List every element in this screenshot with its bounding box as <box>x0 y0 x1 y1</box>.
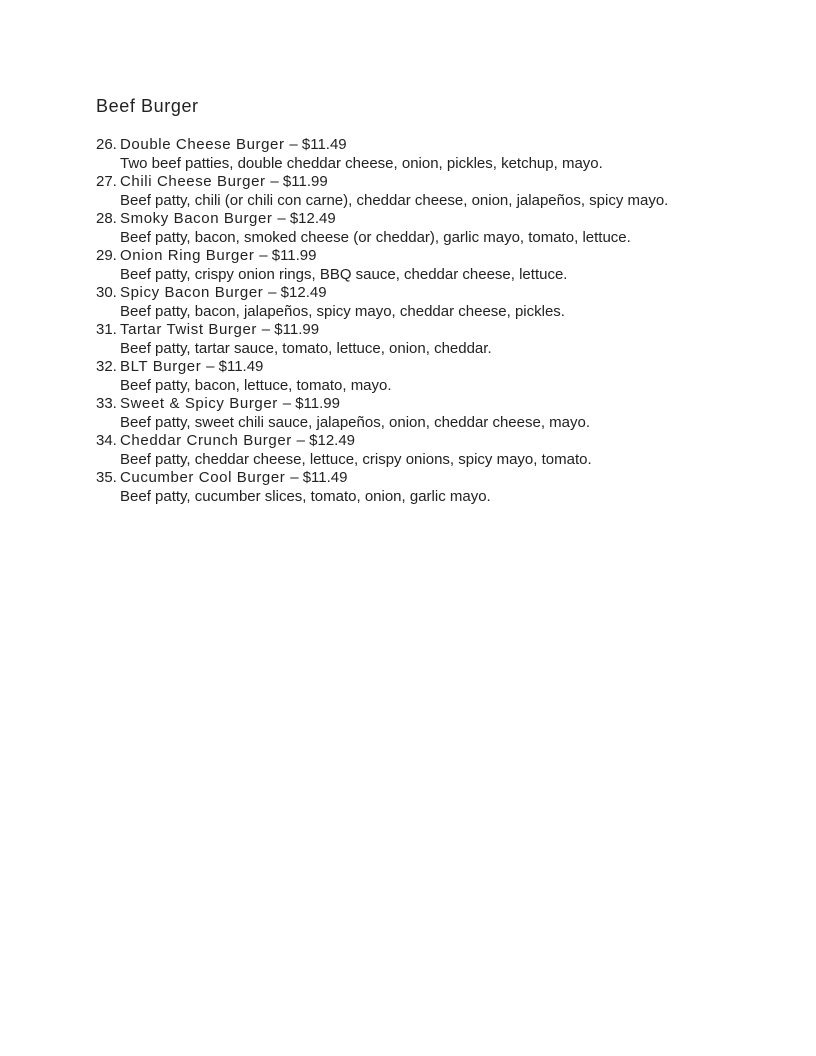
item-number: 30. <box>96 284 117 301</box>
menu-item-27 <box>96 173 736 210</box>
item-price: – $11.99 <box>282 395 340 412</box>
item-description: Beef patty, bacon, lettuce, tomato, mayo. <box>120 376 392 394</box>
item-title <box>120 358 736 377</box>
item-number: 33. <box>96 395 117 412</box>
item-description: Beef patty, chili (or chili con carne), cheddar cheese, onion, jalapeños, spicy mayo. <box>120 191 669 209</box>
item-description: Two beef patties, double cheddar cheese, onion, pickles, ketchup, mayo. <box>120 154 603 172</box>
item-name: BLT Burger <box>120 358 202 375</box>
item-number: 27. <box>96 173 117 190</box>
item-price: – $11.99 <box>270 173 328 190</box>
menu-item-26 <box>96 136 736 173</box>
menu-item-35 <box>96 469 736 506</box>
item-body <box>120 358 736 395</box>
item-body <box>120 395 736 432</box>
menu-item-33 <box>96 395 736 432</box>
menu-item-29 <box>96 247 736 284</box>
menu-item-34 <box>96 432 736 469</box>
item-title <box>120 247 736 266</box>
item-number: 28. <box>96 210 117 227</box>
item-number: 29. <box>96 247 117 264</box>
item-price: – $12.49 <box>268 284 327 301</box>
item-price: – $11.99 <box>261 321 320 338</box>
item-description: Beef patty, bacon, jalapeños, spicy mayo, cheddar cheese, pickles. <box>120 302 565 320</box>
item-description: Beef patty, tartar sauce, tomato, lettuce, onion, cheddar. <box>120 339 492 357</box>
item-price: – $12.49 <box>296 432 356 449</box>
item-title <box>120 469 736 488</box>
item-price: – $12.49 <box>277 210 336 227</box>
item-body <box>120 469 736 506</box>
menu-list <box>96 136 736 506</box>
document-page <box>96 94 736 506</box>
item-name: Cucumber Cool Burger <box>120 469 286 486</box>
item-title <box>120 173 736 192</box>
item-number: 32. <box>96 358 117 375</box>
item-body <box>120 284 736 321</box>
item-description: Beef patty, sweet chili sauce, jalapeños, onion, cheddar cheese, mayo. <box>120 413 591 431</box>
item-body <box>120 136 736 173</box>
item-name: Double Cheese Burger <box>120 136 285 153</box>
item-number: 35. <box>96 469 117 486</box>
item-title <box>120 136 736 155</box>
item-number: 26. <box>96 136 117 153</box>
item-title <box>120 284 736 303</box>
item-name: Tartar Twist Burger <box>120 321 257 338</box>
item-name: Chili Cheese Burger <box>120 173 266 190</box>
menu-item-28 <box>96 210 736 247</box>
item-description: Beef patty, crispy onion rings, BBQ sauce, cheddar cheese, lettuce. <box>120 265 568 283</box>
item-price: – $11.99 <box>259 247 317 264</box>
item-price: – $11.49 <box>289 136 347 153</box>
menu-item-30 <box>96 284 736 321</box>
item-price: – $11.49 <box>206 358 264 375</box>
item-description: Beef patty, cheddar cheese, lettuce, crispy onions, spicy mayo, tomato. <box>120 450 592 468</box>
item-title <box>120 395 736 414</box>
item-body <box>120 210 736 247</box>
item-price: – $11.49 <box>290 469 348 486</box>
item-name: Smoky Bacon Burger <box>120 210 273 227</box>
menu-item-31 <box>96 321 736 358</box>
item-name: Cheddar Crunch Burger <box>120 432 292 449</box>
menu-item-32 <box>96 358 736 395</box>
item-body <box>120 247 736 284</box>
item-title <box>120 321 736 340</box>
item-title <box>120 210 736 229</box>
item-description: Beef patty, cucumber slices, tomato, onion, garlic mayo. <box>120 487 491 505</box>
item-number: 31. <box>96 321 117 338</box>
item-body <box>120 432 736 469</box>
item-number: 34. <box>96 432 117 449</box>
item-name: Spicy Bacon Burger <box>120 284 264 301</box>
item-body <box>120 321 736 358</box>
item-body <box>120 173 736 210</box>
item-name: Onion Ring Burger <box>120 247 255 264</box>
item-name: Sweet & Spicy Burger <box>120 395 278 412</box>
item-title <box>120 432 736 451</box>
item-description: Beef patty, bacon, smoked cheese (or cheddar), garlic mayo, tomato, lettuce. <box>120 228 631 246</box>
section-heading: Beef Burger <box>96 96 199 116</box>
